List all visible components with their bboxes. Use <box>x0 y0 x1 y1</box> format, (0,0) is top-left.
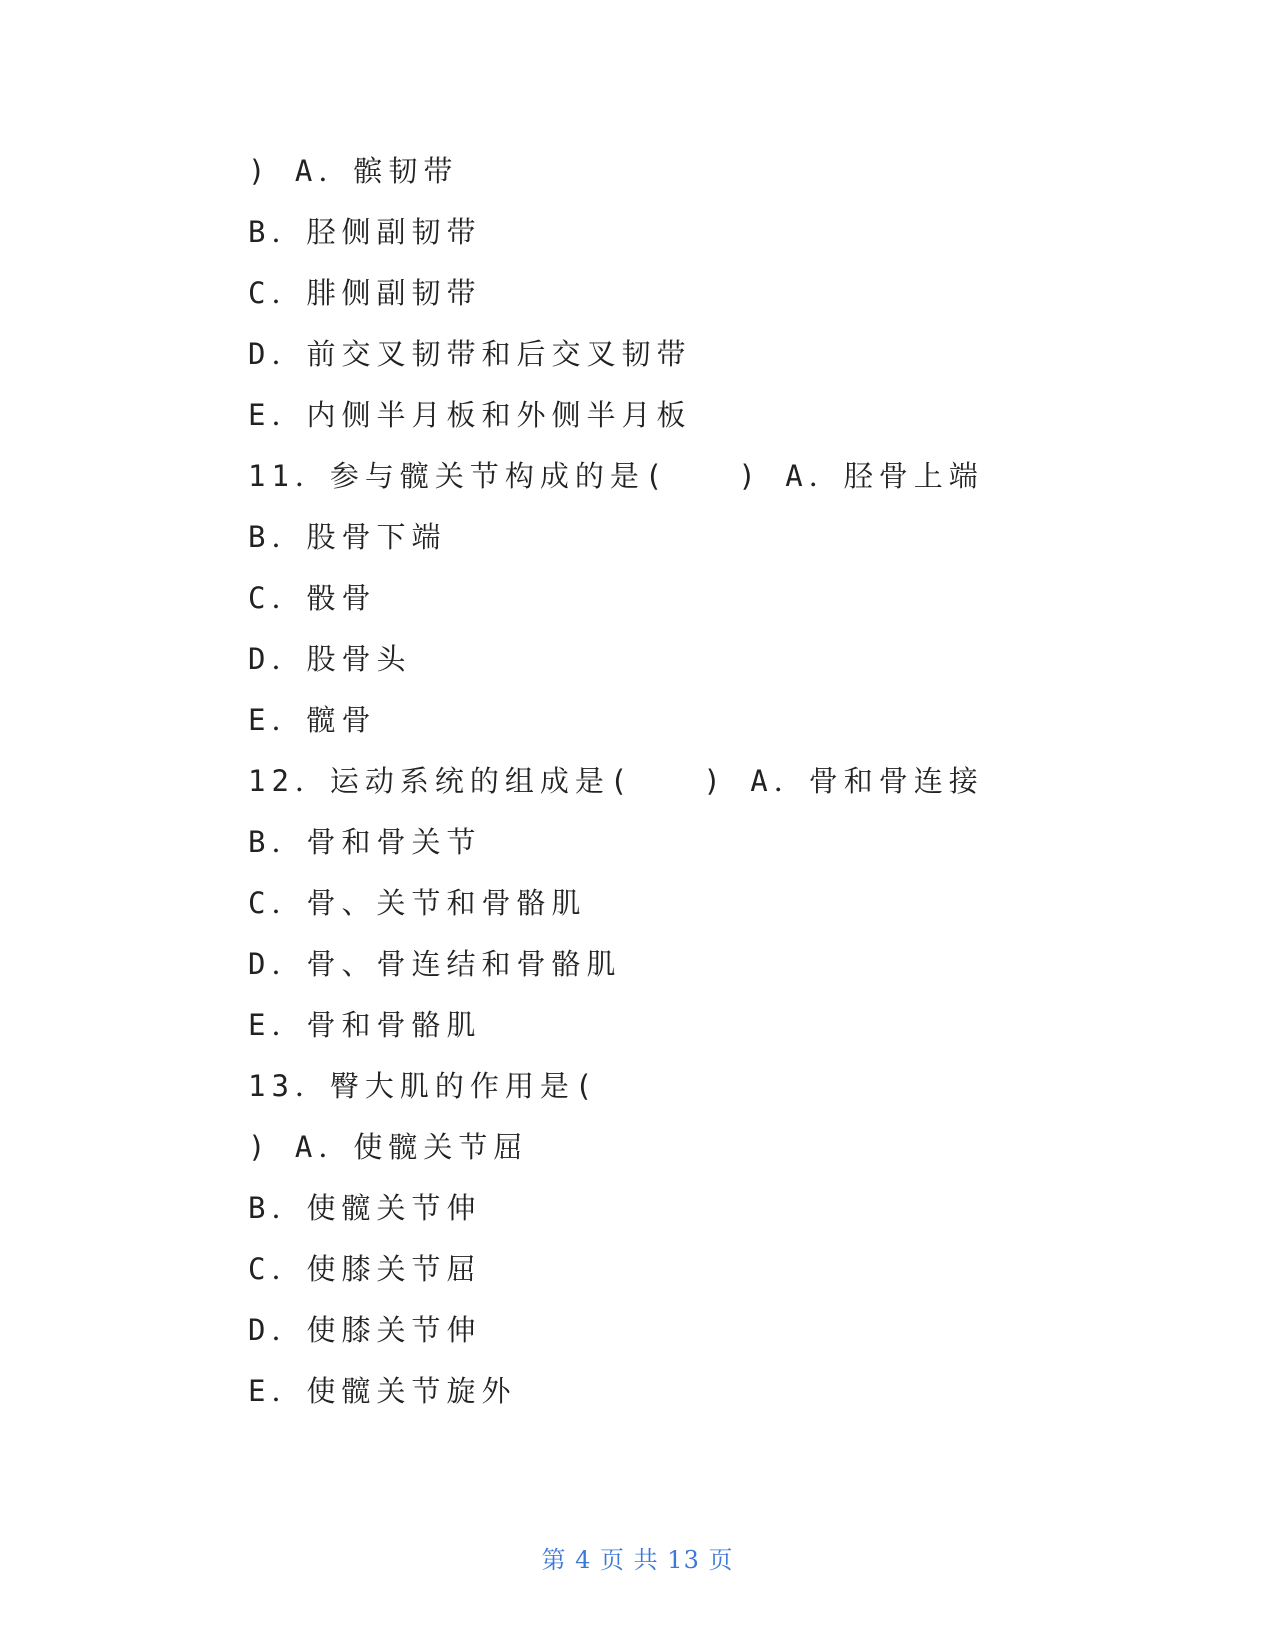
text-line: E．髋骨 <box>248 703 377 737</box>
question-line: 13．臀大肌的作用是( <box>248 1069 599 1103</box>
text-line: D．使膝关节伸 <box>248 1313 482 1347</box>
text-line: C．腓侧副韧带 <box>248 276 482 310</box>
text-line: D．骨、骨连结和骨骼肌 <box>248 947 622 981</box>
text-line: B．股骨下端 <box>248 520 447 554</box>
text-line: C．骨、关节和骨骼肌 <box>248 886 587 920</box>
question-content <box>248 146 1148 1427</box>
text-line: C．使膝关节屈 <box>248 1252 482 1286</box>
text-line: B．胫侧副韧带 <box>248 215 482 249</box>
text-line: D．前交叉韧带和后交叉韧带 <box>248 337 692 371</box>
text-line: E．内侧半月板和外侧半月板 <box>248 398 692 432</box>
text-line: B．使髋关节伸 <box>248 1191 482 1225</box>
text-line: C．骰骨 <box>248 581 377 615</box>
text-line: ) A．髌韧带 <box>248 154 459 188</box>
question-line: 11．参与髋关节构成的是( ) A．胫骨上端 <box>248 459 984 493</box>
text-line: D．股骨头 <box>248 642 412 676</box>
text-line: B．骨和骨关节 <box>248 825 482 859</box>
text-line: ) A．使髋关节屈 <box>248 1130 529 1164</box>
question-line: 12．运动系统的组成是( ) A．骨和骨连接 <box>248 764 984 798</box>
text-line: E．使髋关节旋外 <box>248 1374 517 1408</box>
text-line: E．骨和骨骼肌 <box>248 1008 482 1042</box>
page-number-footer: 第 4 页 共 13 页 <box>541 1546 734 1574</box>
